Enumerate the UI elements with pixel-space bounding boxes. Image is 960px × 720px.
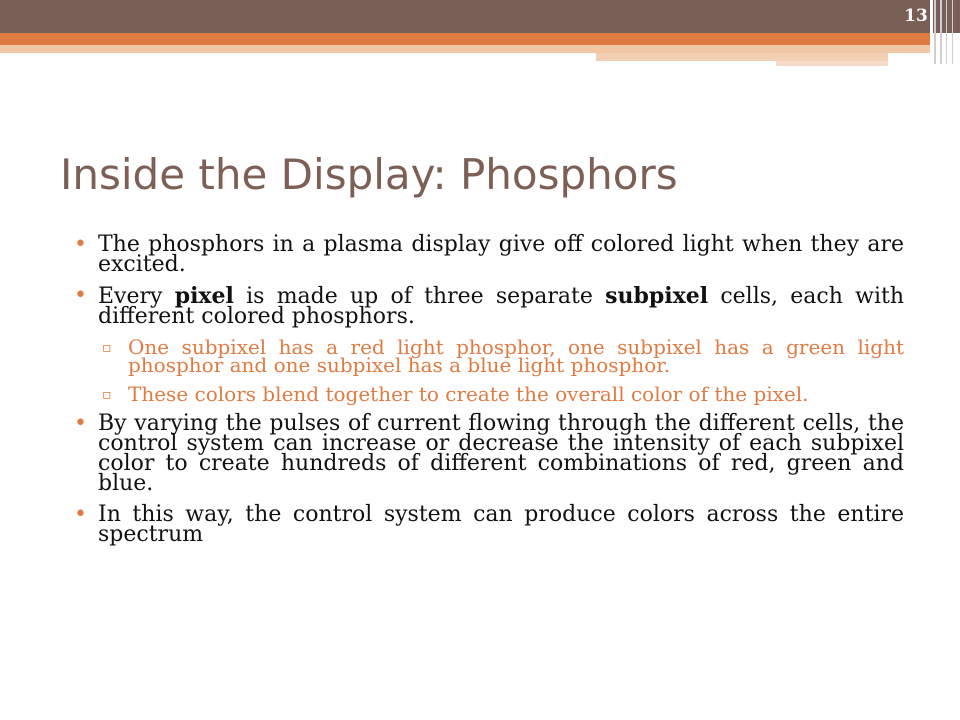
bold-term: pixel: [174, 283, 234, 309]
accent-stripe: [0, 33, 930, 45]
bullet-item: [74, 232, 904, 277]
bullet-item: [74, 283, 904, 329]
bold-term: subpixel: [605, 283, 709, 309]
bullet-item: [74, 411, 904, 496]
sub-bullet-icon: ▫: [102, 387, 112, 403]
slide-body: [74, 232, 904, 556]
slide-title: Inside the Display: Phosphors: [60, 150, 678, 199]
bullet-icon: •: [74, 232, 87, 257]
accent-stripe-short: [596, 53, 888, 61]
bullet-icon: •: [74, 283, 87, 308]
bullet-item: [74, 502, 904, 547]
bullet-text: By varying the pulses of current flowing through the different cells, the control system can increase or decrease the intensity of each subpixel color to create hundreds of different combinations of red, green and blue.: [98, 411, 904, 496]
decor-line: [940, 0, 942, 64]
accent-stripe-shorter: [776, 61, 888, 66]
accent-stripe-light: [0, 45, 930, 53]
sub-bullet-text: These colors blend together to create the overall color of the pixel.: [128, 382, 809, 406]
header-bar: [0, 0, 960, 33]
decor-line: [946, 0, 947, 64]
sub-bullet-text: One subpixel has a red light phosphor, one subpixel has a green light phosphor and one subpixel has a blue light phosphor.: [128, 335, 904, 377]
bullet-icon: •: [74, 502, 87, 527]
bullet-text: In this way, the control system can produce colors across the entire spectrum: [98, 502, 904, 547]
bullet-text: Every pixel is made up of three separate subpixel cells, each with different colored phosphors.: [98, 283, 904, 329]
sub-bullet-item: [102, 335, 904, 377]
sub-bullet-icon: ▫: [102, 340, 112, 356]
page-number: 13: [904, 6, 928, 26]
bullet-icon: •: [74, 411, 87, 436]
sub-bullet-item: [102, 382, 904, 406]
bullet-text: The phosphors in a plasma display give off colored light when they are excited.: [98, 232, 904, 277]
decor-line: [952, 0, 953, 64]
